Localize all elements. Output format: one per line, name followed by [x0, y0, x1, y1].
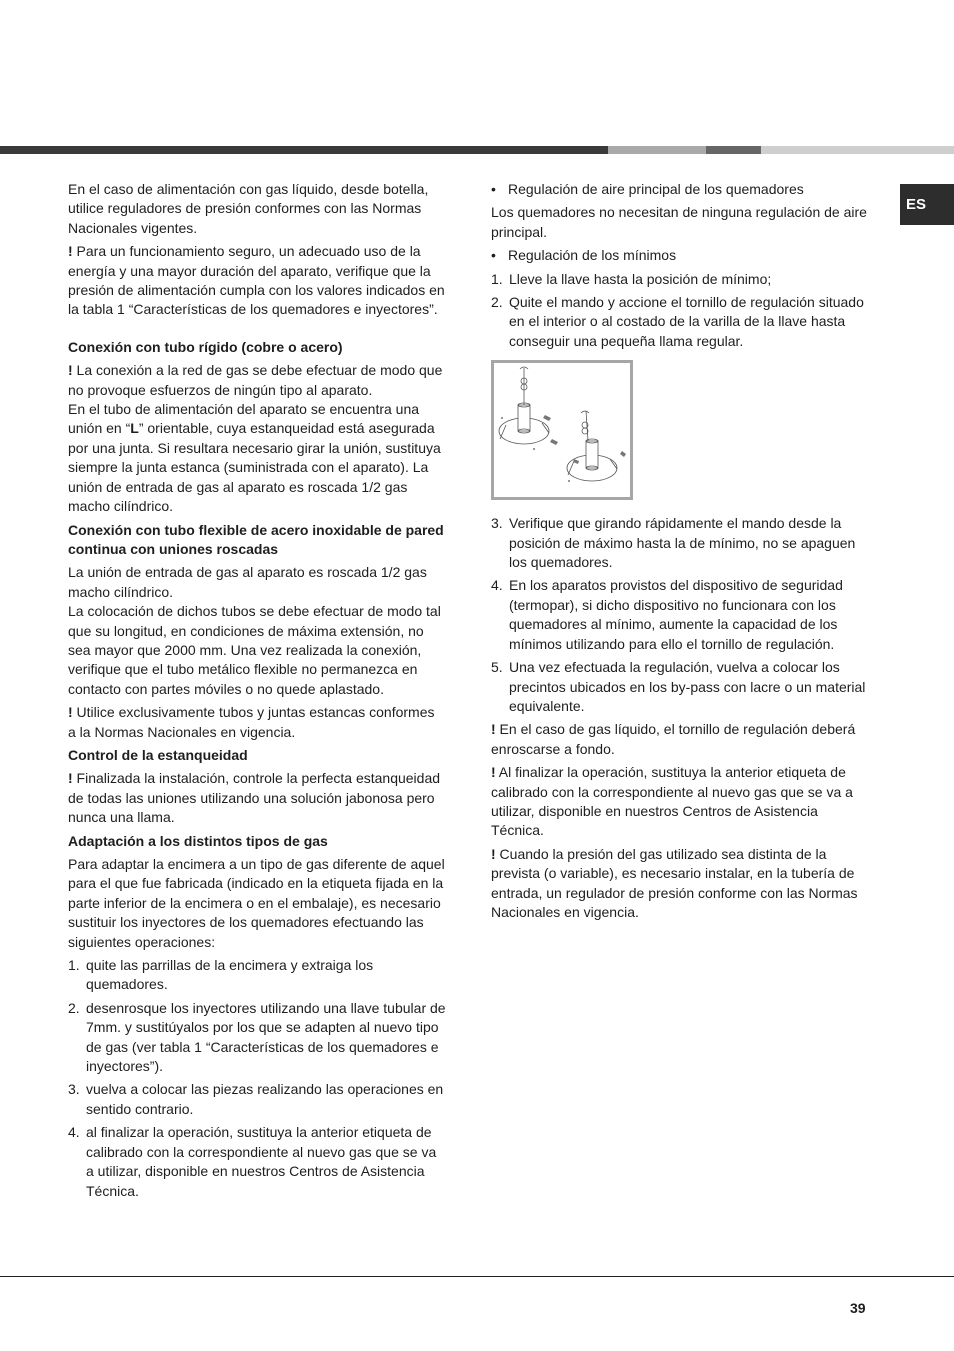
leak-control-text: Finalizada la instalación, controle la perfecta estanqueidad de todas las uniones utilizando una solución jabonosa pero nunca una llama. [68, 770, 441, 826]
list-text: Quite el mando y accione el tornillo de regulación situado en el interior o al costado de la varilla de la llave hasta conseguir una pequeña llama regular. [509, 294, 864, 349]
warning-mark: ! [491, 845, 496, 862]
list-number: 3. [491, 515, 503, 532]
list-text: desenrosque los inyectores utilizando una llave tubular de 7mm. y sustitúyalos por los que se adapten al nuevo tipo de gas (ver tabla 1 “Características de los quemadores e inyectores”). [86, 999, 446, 1075]
list-text: En los aparatos provistos del dispositivo de seguridad (termopar), si dicho dispositivo no funcionara con los quemadores al mínimo, aumente la capacidad de los mínimos utilizando para ello el tornillo de regulación. [509, 577, 843, 652]
footer-rule [0, 1276, 954, 1277]
list-item [491, 514, 869, 572]
heading-rigid-pipe: Conexión con tubo rígido (cobre o acero) [68, 338, 343, 355]
header-color-bar [0, 146, 954, 154]
warning-text: En el caso de gas líquido, el tornillo de regulación deberá enroscarse a fondo. [491, 721, 856, 757]
rigid-warning-text: La conexión a la red de gas se debe efectuar de modo que no provoque esfuerzos de ningún tipo al aparato. [68, 362, 443, 398]
page-number: 39 [850, 1300, 866, 1316]
leak-control-paragraph [68, 769, 446, 827]
header-bar-segment [608, 146, 706, 154]
list-number: 4. [68, 1124, 80, 1141]
list-text: Una vez efectuada la regulación, vuelva a colocar los precintos ubicados en los by-pass con lacre o un material equivalente. [509, 659, 866, 714]
list-item [491, 270, 869, 289]
language-tab: ES [900, 184, 954, 225]
warning-mark: ! [491, 721, 496, 738]
list-item [68, 999, 446, 1077]
warning-text: Cuando la presión del gas utilizado sea distinta de la prevista (o variable), es necesario instalar, en la tubería de entrada, un regulador de presión conforme con las Normas Nacionales en vigencia. [491, 845, 858, 920]
list-number: 2. [68, 999, 80, 1016]
left-column [68, 180, 446, 1205]
air-regulation-paragraph: Los quemadores no necesitan de ninguna regulación de aire principal. [491, 204, 867, 240]
list-text: vuelva a colocar las piezas realizando las operaciones en sentido contrario. [86, 1081, 444, 1117]
flexible-text-1: La unión de entrada de gas al aparato es roscada 1/2 gas macho cilíndrico. [68, 564, 427, 600]
warning-mark: ! [491, 764, 496, 781]
list-number: 3. [68, 1081, 80, 1098]
warning-mark: ! [68, 770, 73, 787]
list-item [491, 658, 869, 716]
warning-paragraph [491, 763, 869, 841]
list-item [68, 1123, 446, 1201]
right-column [491, 180, 869, 926]
header-bar-segment [761, 146, 954, 154]
bullet-item [491, 180, 869, 199]
list-item [68, 956, 446, 995]
heading-leak-control: Control de la estanqueidad [68, 746, 248, 763]
flexible-warning [68, 703, 446, 742]
list-item [491, 293, 869, 351]
bullet-text: Regulación de aire principal de los quemadores [508, 181, 804, 197]
warning-paragraph [491, 845, 869, 923]
rigid-text-a: En el tubo de alimentación del aparato se encuentra una unión en “ [68, 401, 420, 437]
bullet-mark: • [491, 181, 496, 197]
bullet-text: Regulación de los mínimos [508, 247, 677, 264]
bullet-item [491, 246, 869, 265]
list-number: 2. [491, 294, 503, 311]
warning-text: Al finalizar la operación, sustituya la anterior etiqueta de calibrado con la correspondiente al nuevo gas que se va a utilizar, disponible en nuestros Centros de Asistencia Técnica. [491, 764, 853, 839]
flexible-warning-text: Utilice exclusivamente tubos y juntas estancas conformes a la Normas Nacionales en vigencia. [68, 704, 435, 740]
warning-mark: ! [68, 704, 73, 721]
header-bar-segment [706, 146, 761, 154]
list-number: 1. [491, 270, 503, 287]
warning-paragraph [491, 720, 869, 759]
burner-adjustment-illustration [491, 360, 633, 500]
bullet-mark: • [491, 247, 496, 264]
burner-screwdriver-drawing [494, 363, 630, 497]
warning-mark: ! [68, 362, 73, 379]
flexible-paragraph [68, 563, 446, 699]
rigid-pipe-paragraph [68, 361, 446, 516]
list-text: Verifique que girando rápidamente el mando desde la posición de máximo hasta la de mínimo, no se apaguen los quemadores. [509, 515, 856, 571]
heading-flexible-pipe: Conexión con tubo flexible de acero inoxidable de pared continua con uniones roscadas [68, 521, 444, 557]
list-item [68, 1080, 446, 1119]
warning-text: Para un funcionamiento seguro, un adecuado uso de la energía y una mayor duración del aparato, verifique que la presión de alimentación cumpla con los valores indicados en la tabla 1 “Características de los quemadores e inyectores”. [68, 243, 445, 318]
warning-mark: ! [68, 243, 73, 260]
list-text: Lleve la llave hasta la posición de mínimo; [509, 270, 772, 287]
intro-paragraph: En el caso de alimentación con gas líquido, desde botella, utilice reguladores de presión conformes con las Normas Nacionales vigentes. [68, 181, 429, 236]
rigid-l-letter: L [130, 420, 139, 437]
flexible-text-2: La colocación de dichos tubos se debe efectuar de modo tal que su longitud, en condiciones de máxima extensión, no sea mayor que 2000 mm. Una vez realizada la conexión, verifique que el tubo metálico flexible no permanezca en contacto con partes móviles o no quede aplastado. [68, 603, 441, 697]
rigid-text-b: ” orientable, cuya estanqueidad está asegurada por una junta. Si resultara necesario girar la unión, sustituya siempre la junta estanca (suministrada con el aparato). La unión de entrada de gas al aparato es roscada 1/2 gas macho cilíndrico. [68, 420, 441, 515]
header-bar-segment [0, 146, 608, 154]
list-text: quite las parrillas de la encimera y extraiga los quemadores. [86, 957, 374, 993]
gas-adaptation-paragraph: Para adaptar la encimera a un tipo de gas diferente de aquel para el que fue fabricada (indicado en la etiqueta fijada en la parte inferior de la encimera o en el embalaje), es necesario sustituir los inyectores de los quemadores efectuando las siguientes operaciones: [68, 856, 445, 950]
warning-paragraph [68, 242, 446, 320]
list-text: al finalizar la operación, sustituya la anterior etiqueta de calibrado con la correspondiente al nuevo gas que se va a utilizar, disponible en nuestros Centros de Asistencia Técnica. [86, 1124, 437, 1199]
list-number: 4. [491, 577, 503, 594]
list-number: 5. [491, 659, 503, 676]
list-number: 1. [68, 957, 80, 974]
heading-gas-adaptation: Adaptación a los distintos tipos de gas [68, 832, 328, 849]
list-item [491, 576, 869, 654]
